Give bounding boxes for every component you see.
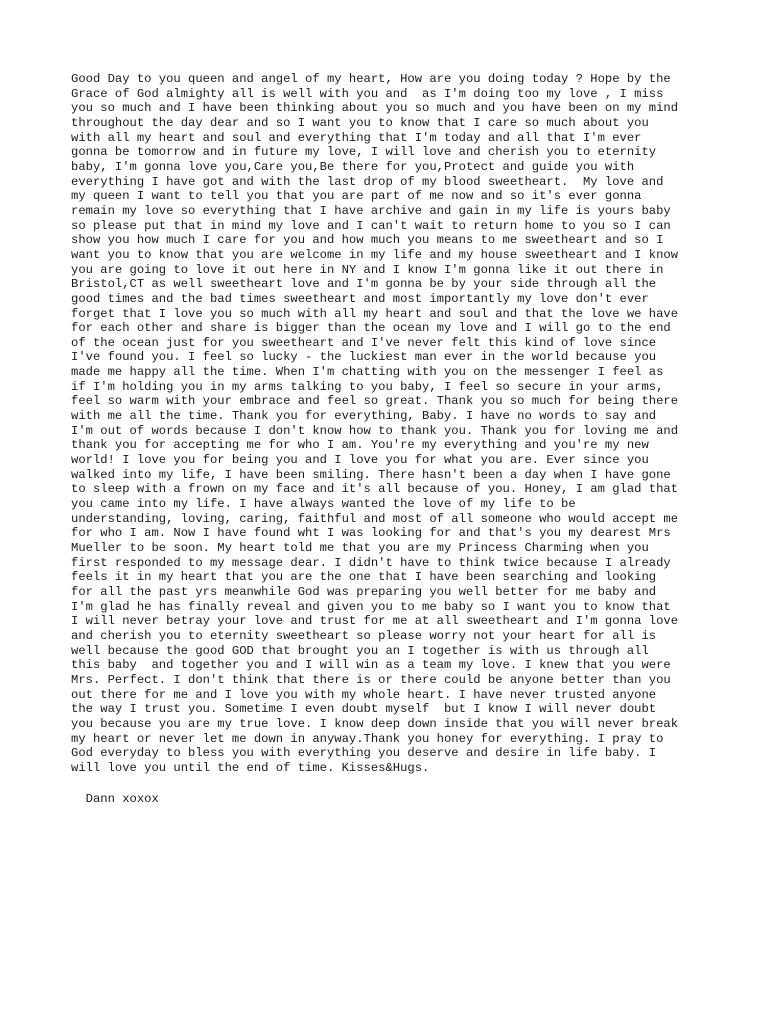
letter-body: Good Day to you queen and angel of my heart, How are you doing today ? Hope by the Grace of God almighty all is well with you and as I'm doing too my love , I miss you so much and I have been thinking about you so much and you have been on my mind throughout the day dear and so I want you to know that I care so much about you with all my heart and soul and everything that I'm today and all that I'm ever gonna be tomorrow and in future my love, I will love and cherish you to eternity baby, I'm gonna love you,Care you,Be there for you,Protect and guide you with everything I have got and with the last drop of my blood sweetheart. My love and my queen I want to tell you that you are part of me now and so it's ever gonna remain my love so everything that I have archive and gain in my life is yours baby so please put that in mind my love and I can't wait to return home to you so I can show you how much I care for you and how much you means to me sweetheart and so I want you to know that you are welcome in my life and my house sweetheart and I know you are going to love it out here in NY and I know I'm gonna like it out there in Bristol,CT as well sweetheart love and I'm gonna be by your side through all the good times and the bad times sweetheart and most importantly my love don't ever forget that I love you so much with all my heart and soul and that the love we have for each other and share is bigger than the ocean my love and I will go to the end of the ocean just for you sweetheart and I've never felt this kind of love since I've found you. I feel so lucky - the luckiest man ever in the world because you made me happy all the time. When I'm chatting with you on the messenger I feel as if I'm holding you in my arms talking to you baby, I feel so secure in your arms, feel so warm with your embrace and feel so great. Thank you so much for being there with me all the time. Thank you for everything, Baby. I have no words to say and I'm out of words because I don't know how to thank you. Thank you for loving me and thank you for accepting me for who I am. You're my everything and you're my new world! I love you for being you and I love you for what you are. Ever since you walked into my life, I have been smiling. There hasn't been a day when I have gone to sleep with a frown on my face and it's all because of you. Honey, I am glad that you came into my life. I have always wanted the love of my life to be understanding, loving, caring, faithful and most of all someone who would accept me for who I am. Now I have found wht I was looking for and that's you my dearest Mrs Mueller to be soon. My heart told me that you are my Princess Charming when you first responded to my message dear. I didn't have to think twice because I already feels it in my heart that you are the one that I have been searching and looking for all the past yrs meanwhile God was preparing you well better for me baby and I'm glad he has finally reveal and given you to me baby so I want you to know that I will never betray your love and trust for me at all sweetheart and I'm gonna love and cherish you to eternity sweetheart so please worry not your heart for all is well because the good GOD that brought you an I together is with us through all this baby and together you and I will win as a team my love. I knew that you were Mrs. Perfect. I don't think that there is or there could be anyone better than you out there for me and I love you with my whole heart. I have never trusted anyone the way I trust you. Sometime I even doubt myself but I know I will never doubt you because you are my true love. I know deep down inside that you will never break my heart or never let me down in anyway.Thank you honey for everything. I pray to God everyday to bless you with everything you deserve and desire in life baby. I will love you until the end of time. Kisses&Hugs.: [71, 72, 679, 775]
letter-signature: Dann xoxox: [71, 792, 159, 806]
